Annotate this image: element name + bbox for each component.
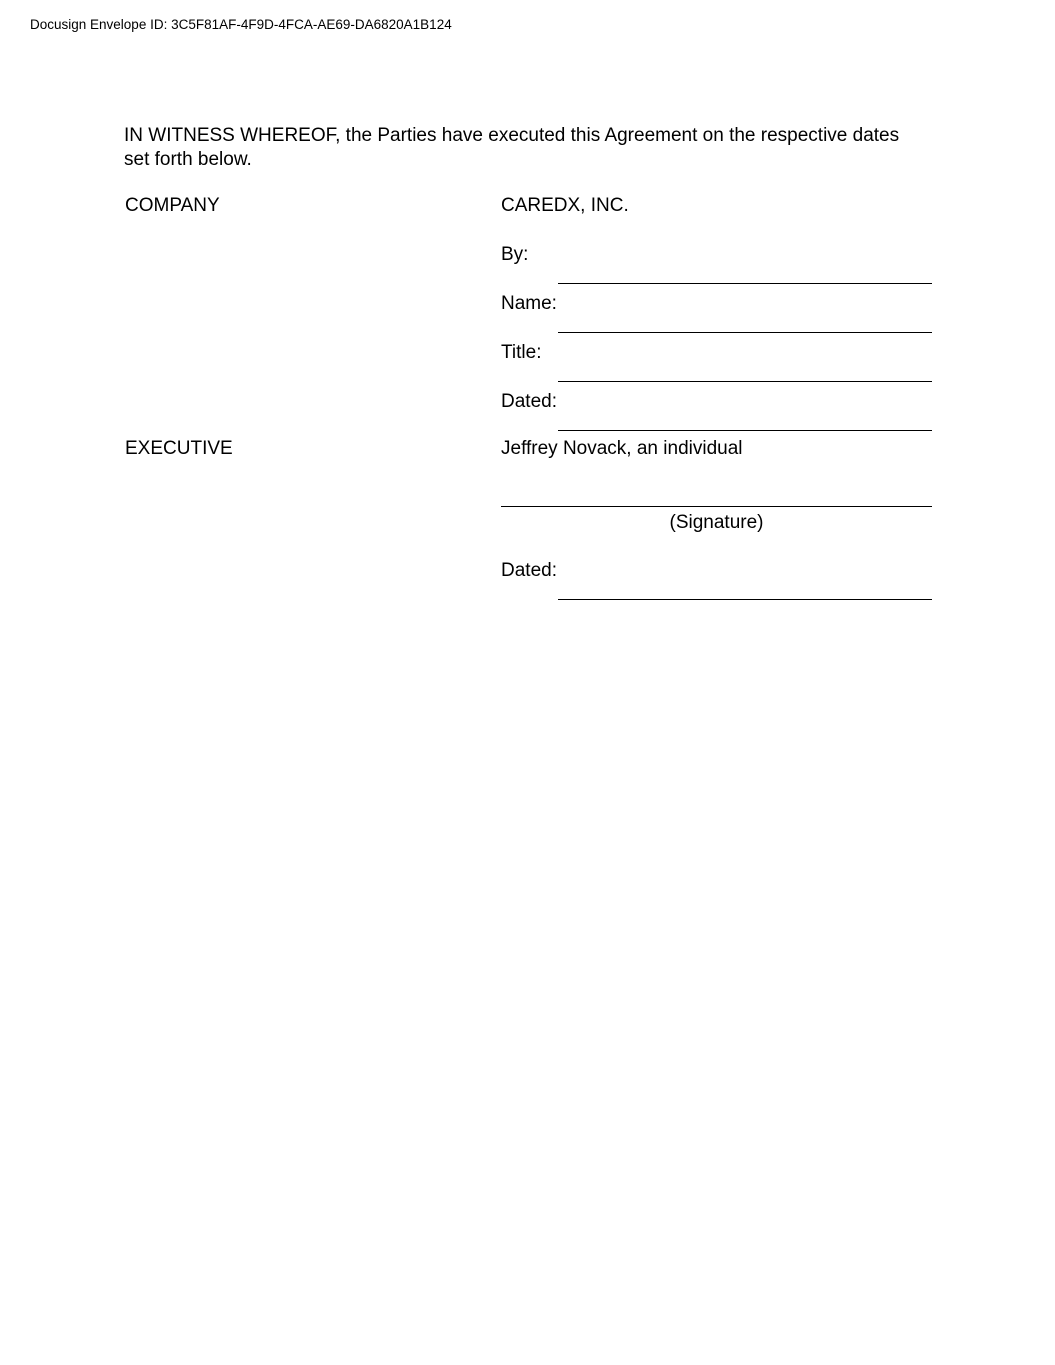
name-label: Name: [501, 293, 557, 314]
company-entity-name: CAREDX, INC. [501, 195, 629, 216]
by-label: By: [501, 244, 529, 265]
executive-signature-line[interactable] [501, 488, 932, 507]
company-dated-label: Dated: [501, 391, 557, 412]
witness-clause: IN WITNESS WHEREOF, the Parties have executed this Agreement on the respective dates set forth below. [124, 125, 900, 170]
name-field-line[interactable] [558, 312, 932, 333]
company-title-row [501, 342, 932, 366]
company-name-row [501, 293, 932, 317]
company-dated-row [501, 391, 932, 415]
title-label: Title: [501, 342, 542, 363]
company-by-row [501, 244, 932, 268]
executive-dated-field-line[interactable] [558, 579, 932, 600]
title-field-line[interactable] [558, 361, 932, 382]
company-dated-field-line[interactable] [558, 410, 932, 431]
signature-caption: (Signature) [669, 512, 764, 533]
envelope-id: Docusign Envelope ID: 3C5F81AF-4F9D-4FCA-AE69-DA6820A1B124 [30, 17, 452, 32]
by-signature-line[interactable] [558, 263, 932, 284]
company-label: COMPANY [125, 195, 220, 216]
executive-dated-label: Dated: [501, 560, 557, 581]
executive-entity-name: Jeffrey Novack, an individual [501, 438, 743, 459]
executive-dated-row [501, 560, 932, 584]
executive-label: EXECUTIVE [125, 438, 233, 459]
